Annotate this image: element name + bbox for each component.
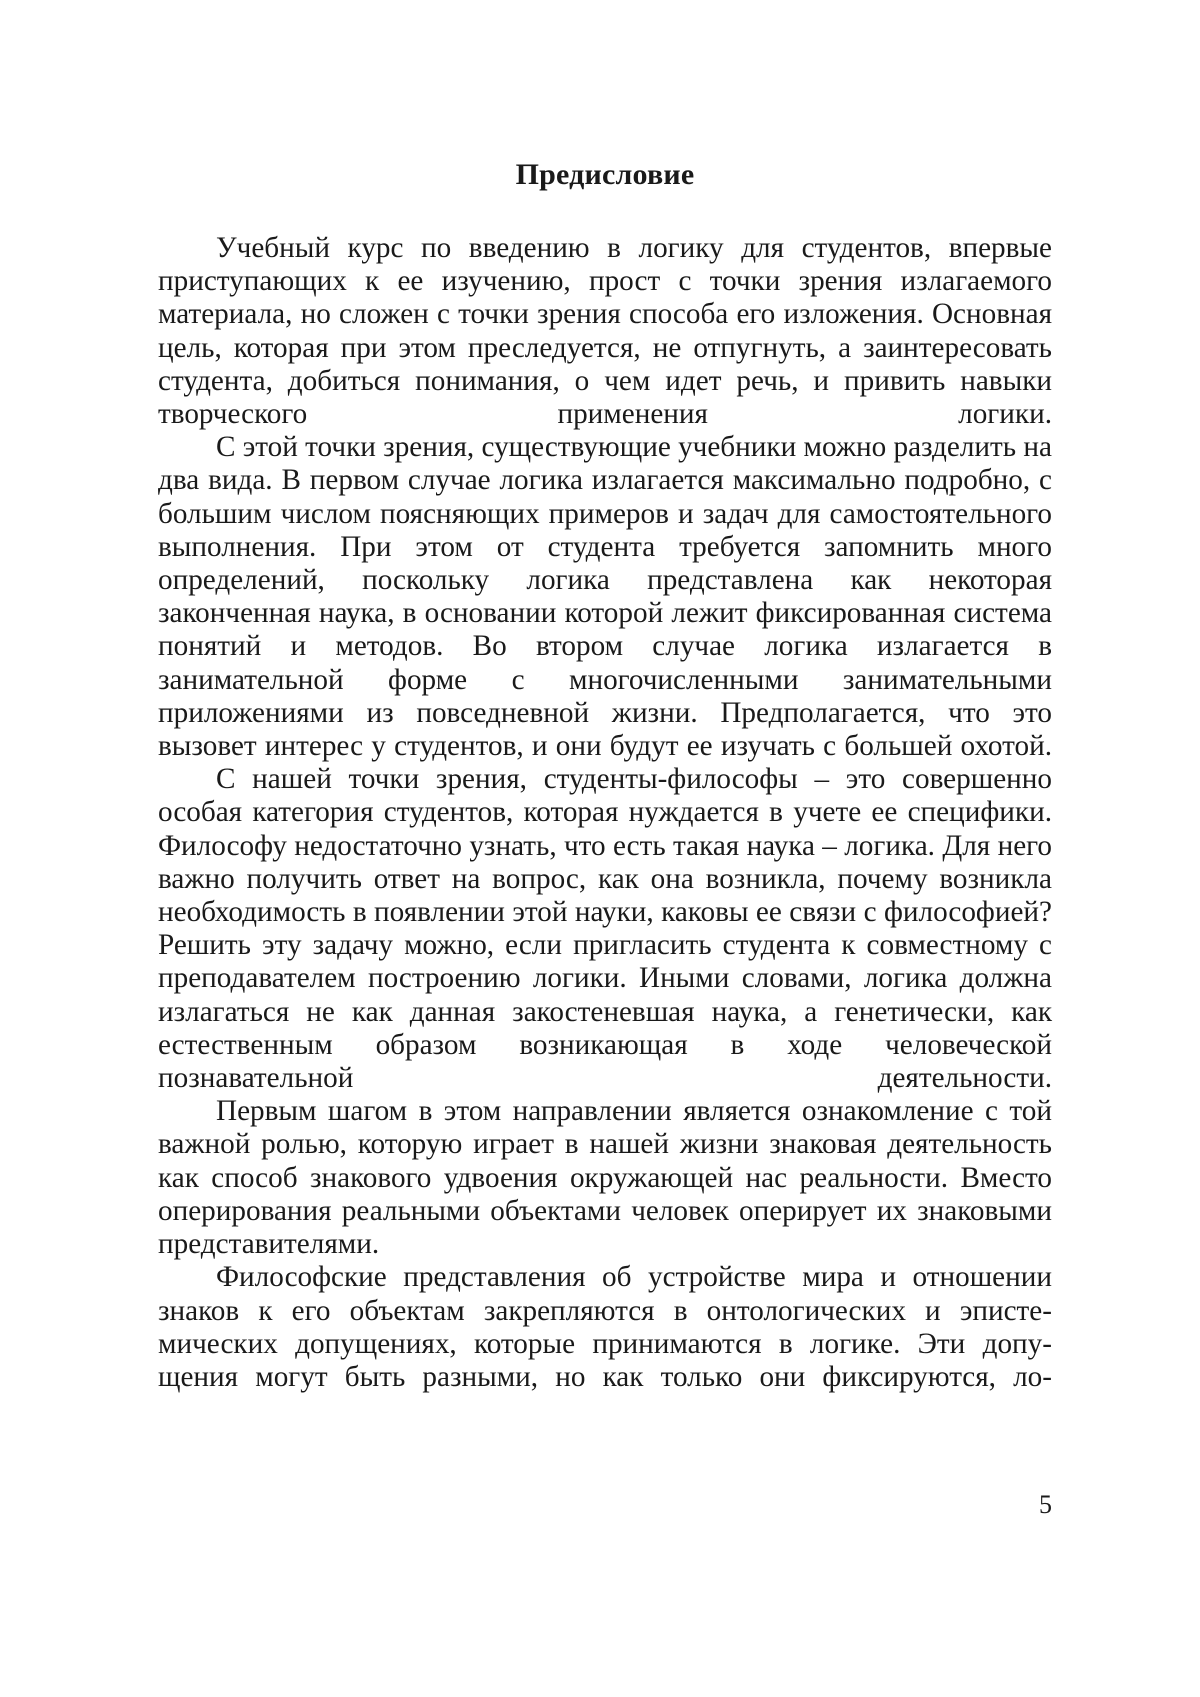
paragraph-5: Философские представления об устройстве мира и отношении знаков к его объектам закрепляются в онтологических и эпистемических допущениях, которые принимаются в логике. Эти допущения могут быть разными, но как только они фиксируются, ло- <box>158 1261 1052 1393</box>
paragraph-4: Первым шагом в этом направлении является ознакомление с той важной ролью, которую играет в нашей жизни знаковая деятельность как способ знакового удвоения окружающей нас реальности. Вместо оперирования реальными объектами человек оперирует их знаковыми представителями. <box>158 1095 1052 1261</box>
paragraph-1: Учебный курс по введению в логику для студентов, впервые приступающих к ее изучению, прост с точки зрения излагаемого материала, но сложен с точки зрения способа его изложения. Основная цель, которая при этом преследуется, не отпугнуть, а заинтересовать студента, добиться понимания, о чем идет речь, и привить навыки творческого применения логики. <box>158 232 1052 431</box>
paragraph-2: С этой точки зрения, существующие учебники можно разделить на два вида. В первом случае логика излагается максимально подробно, с большим числом поясняющих примеров и задач для самостоятельного выполнения. При этом от студента требуется запомнить много определений, поскольку логика представлена как некоторая законченная наука, в основании которой лежит фиксированная система понятий и методов. Во втором случае логика излагается в занимательной форме с многочисленными занимательными приложениями из повседневной жизни. Предполагается, что это вызовет интерес у студентов, и они будут ее изучать с большей охотой. <box>158 431 1052 763</box>
body-text <box>158 232 1052 1394</box>
page-title: Предисловие <box>515 158 695 191</box>
paragraph-3: С нашей точки зрения, студенты-философы – это совершенно особая категория студентов, которая нуждается в учете ее специфики. Философу недостаточно узнать, что есть такая наука – логика. Для него важно получить ответ на вопрос, как она возникла, почему возникла необходимость в появлении этой науки, каковы ее связи с философией? Решить эту задачу можно, если пригласить студента к совместному с преподавателем построению логики. Иными словами, логика должна излагаться не как данная закостеневшая наука, а генетически, как естественным образом возникающая в ходе человеческой познавательной деятельности. <box>158 763 1052 1095</box>
page-number: 5 <box>1039 1490 1052 1519</box>
